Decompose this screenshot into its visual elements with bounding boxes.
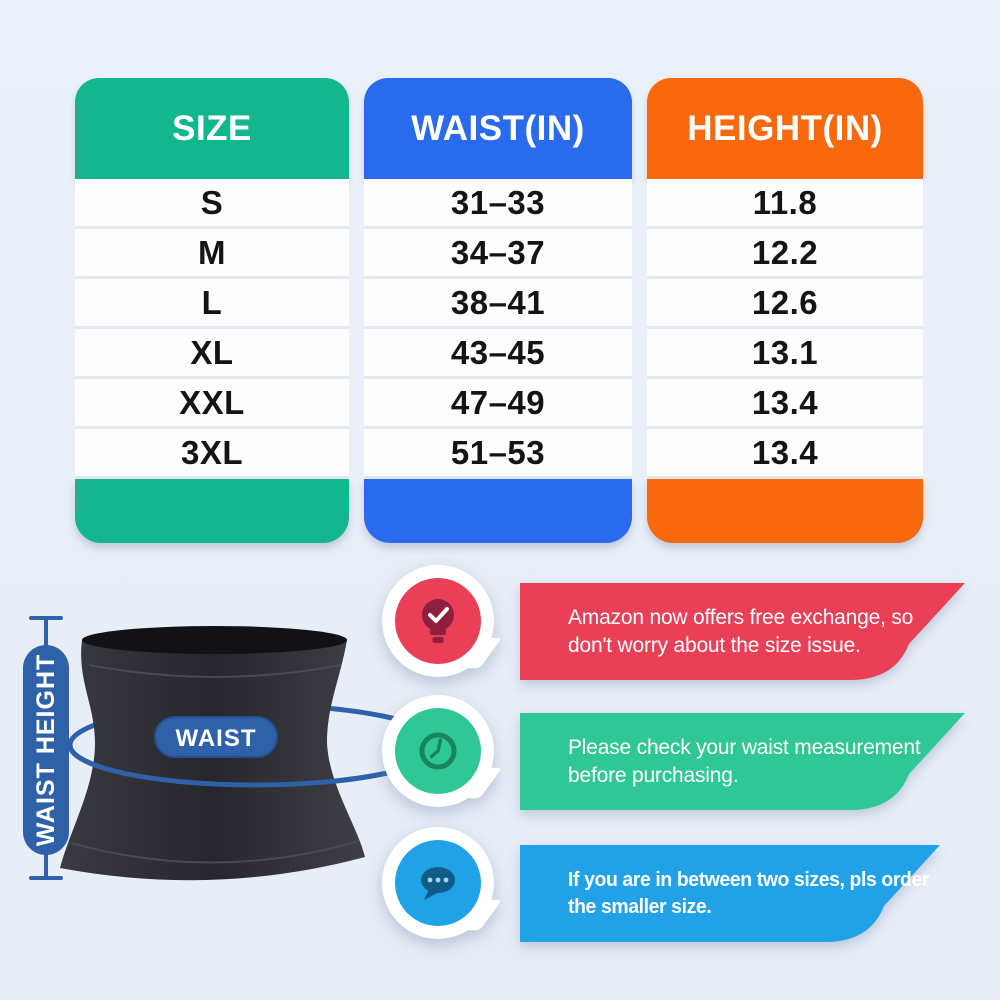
header-size-label: SIZE [172,108,252,148]
waist-height-label: WAIST HEIGHT [32,653,60,847]
cell-height-xxl: 13.4 [647,379,923,429]
cell-height-s: 11.8 [647,179,923,229]
callout-line: Please check your waist measurement [568,735,921,759]
callout-line: don't worry about the size issue. [568,633,861,657]
cell-waist-l: 38–41 [364,279,632,329]
cell-waist-s: 31–33 [364,179,632,229]
garment-opening [82,626,347,654]
callout-free-exchange [440,583,980,703]
callout-between-sizes [440,845,980,965]
header-height-label: HEIGHT(IN) [687,108,883,148]
cell-waist-xxl: 47–49 [364,379,632,429]
lightbulb-check-icon [382,565,494,677]
cell-size-3xl: 3XL [75,429,349,479]
footer-bar-waist [364,479,632,543]
cell-waist-xl: 43–45 [364,329,632,379]
callout-line: the smaller size. [568,895,712,918]
callout-line: Amazon now offers free exchange, so [568,605,914,629]
column-height [647,78,923,543]
callout-badge-green [382,695,494,807]
cell-height-m: 12.2 [647,229,923,279]
cell-size-s: S [75,179,349,229]
cell-size-xxl: XXL [75,379,349,429]
callout-text-check-measurement [568,713,953,810]
header-waist [364,78,632,179]
size-chart-table [75,78,923,543]
header-waist-label: WAIST(IN) [411,108,585,148]
cell-waist-3xl: 51–53 [364,429,632,479]
callout-text-between-sizes [568,845,941,942]
column-waist [364,78,632,543]
cell-waist-m: 34–37 [364,229,632,279]
callout-line: before purchasing. [568,763,739,787]
header-size [75,78,349,179]
column-size [75,78,349,543]
callout-text-free-exchange [568,583,953,680]
chat-dots-icon [382,827,494,939]
cell-size-xl: XL [75,329,349,379]
callout-check-measurement [440,713,980,833]
clock-icon [382,695,494,807]
cell-height-xl: 13.1 [647,329,923,379]
cell-size-l: L [75,279,349,329]
header-height [647,78,923,179]
cell-height-3xl: 13.4 [647,429,923,479]
footer-bar-size [75,479,349,543]
footer-bar-height [647,479,923,543]
callout-line: If you are in between two sizes, pls order [568,869,930,892]
cell-size-m: M [75,229,349,279]
callout-badge-blue [382,827,494,939]
waist-label: WAIST [175,725,257,752]
callout-badge-red [382,565,494,677]
cell-height-l: 12.6 [647,279,923,329]
